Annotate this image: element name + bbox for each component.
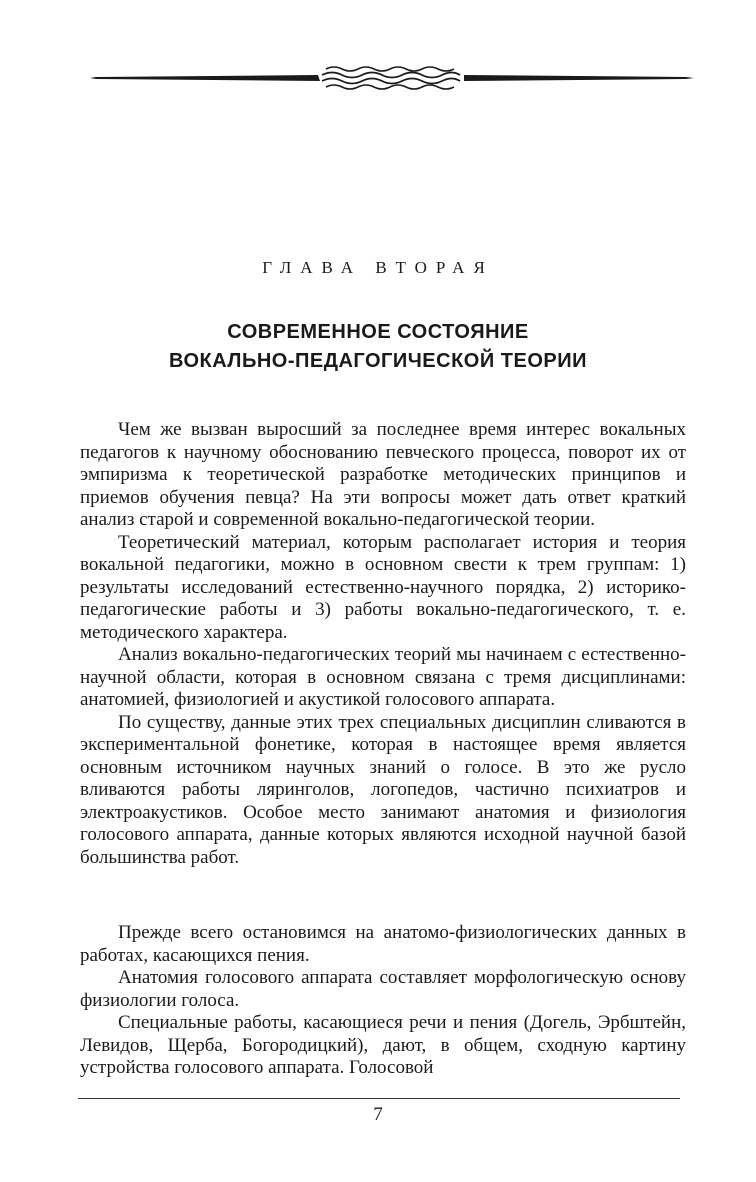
paragraph: Прежде всего остановимся на анатомо-физиологических данных в работах, касающихся пения. bbox=[80, 922, 686, 966]
chapter-title bbox=[0, 318, 756, 376]
paragraph: Анатомия голосового аппарата составляет морфологическую основу физиологии голоса. bbox=[80, 967, 686, 1011]
body-text-block-1 bbox=[80, 419, 686, 869]
chapter-label: ГЛАВА ВТОРАЯ bbox=[262, 258, 494, 277]
paragraph: Теоретический материал, которым располагает история и теория вокальной педагогики, можно в основном свести к трем группам: 1) результаты исследований естественно-научного порядка, 2) историко-педагогические работы и 3) работы вокально-педагогического, т. е. методического характера. bbox=[80, 531, 686, 643]
footer-divider bbox=[78, 1098, 680, 1099]
paragraph: Специальные работы, касающиеся речи и пения (Догель, Эрбштейн, Левидов, Щерба, Богородицкий), дают, в общем, сходную картину устройства голосового аппарата. Голосовой bbox=[80, 1012, 686, 1078]
paragraph: Чем же вызван выросший за последнее время интерес вокальных педагогов к научному обоснованию певческого процесса, поворот их от эмпиризма к теоретической разработке методических принципов и приемов обучения певца? На эти вопросы может дать ответ краткий анализ старой и современной вокально-педагогической теории. bbox=[80, 419, 686, 530]
paragraph: По существу, данные этих трех специальных дисциплин сливаются в экспериментальной фонетике, которая в настоящее время является основным источником научных знаний о голосе. В это же русло вливаются работы ляринголов, логопедов, частично психиатров и электроакустиков. Особое место занимают анатомия и физиология голосового аппарата, данные которых являются исходной научной базой большинства работ. bbox=[80, 711, 686, 868]
decorative-header-ornament bbox=[88, 64, 696, 92]
page-number: 7 bbox=[373, 1104, 383, 1125]
chapter-title-line-1: СОВРЕМЕННОЕ СОСТОЯНИЕ bbox=[227, 321, 529, 343]
chapter-title-line-2: ВОКАЛЬНО-ПЕДАГОГИЧЕСКОЙ ТЕОРИИ bbox=[169, 350, 587, 372]
body-text-block-2 bbox=[80, 922, 686, 1080]
paragraph: Анализ вокально-педагогических теорий мы начинаем с естественно-научной области, которая в основном связана с тремя дисциплинами: анатомией, физиологией и акустикой голосового аппарата. bbox=[80, 644, 686, 710]
